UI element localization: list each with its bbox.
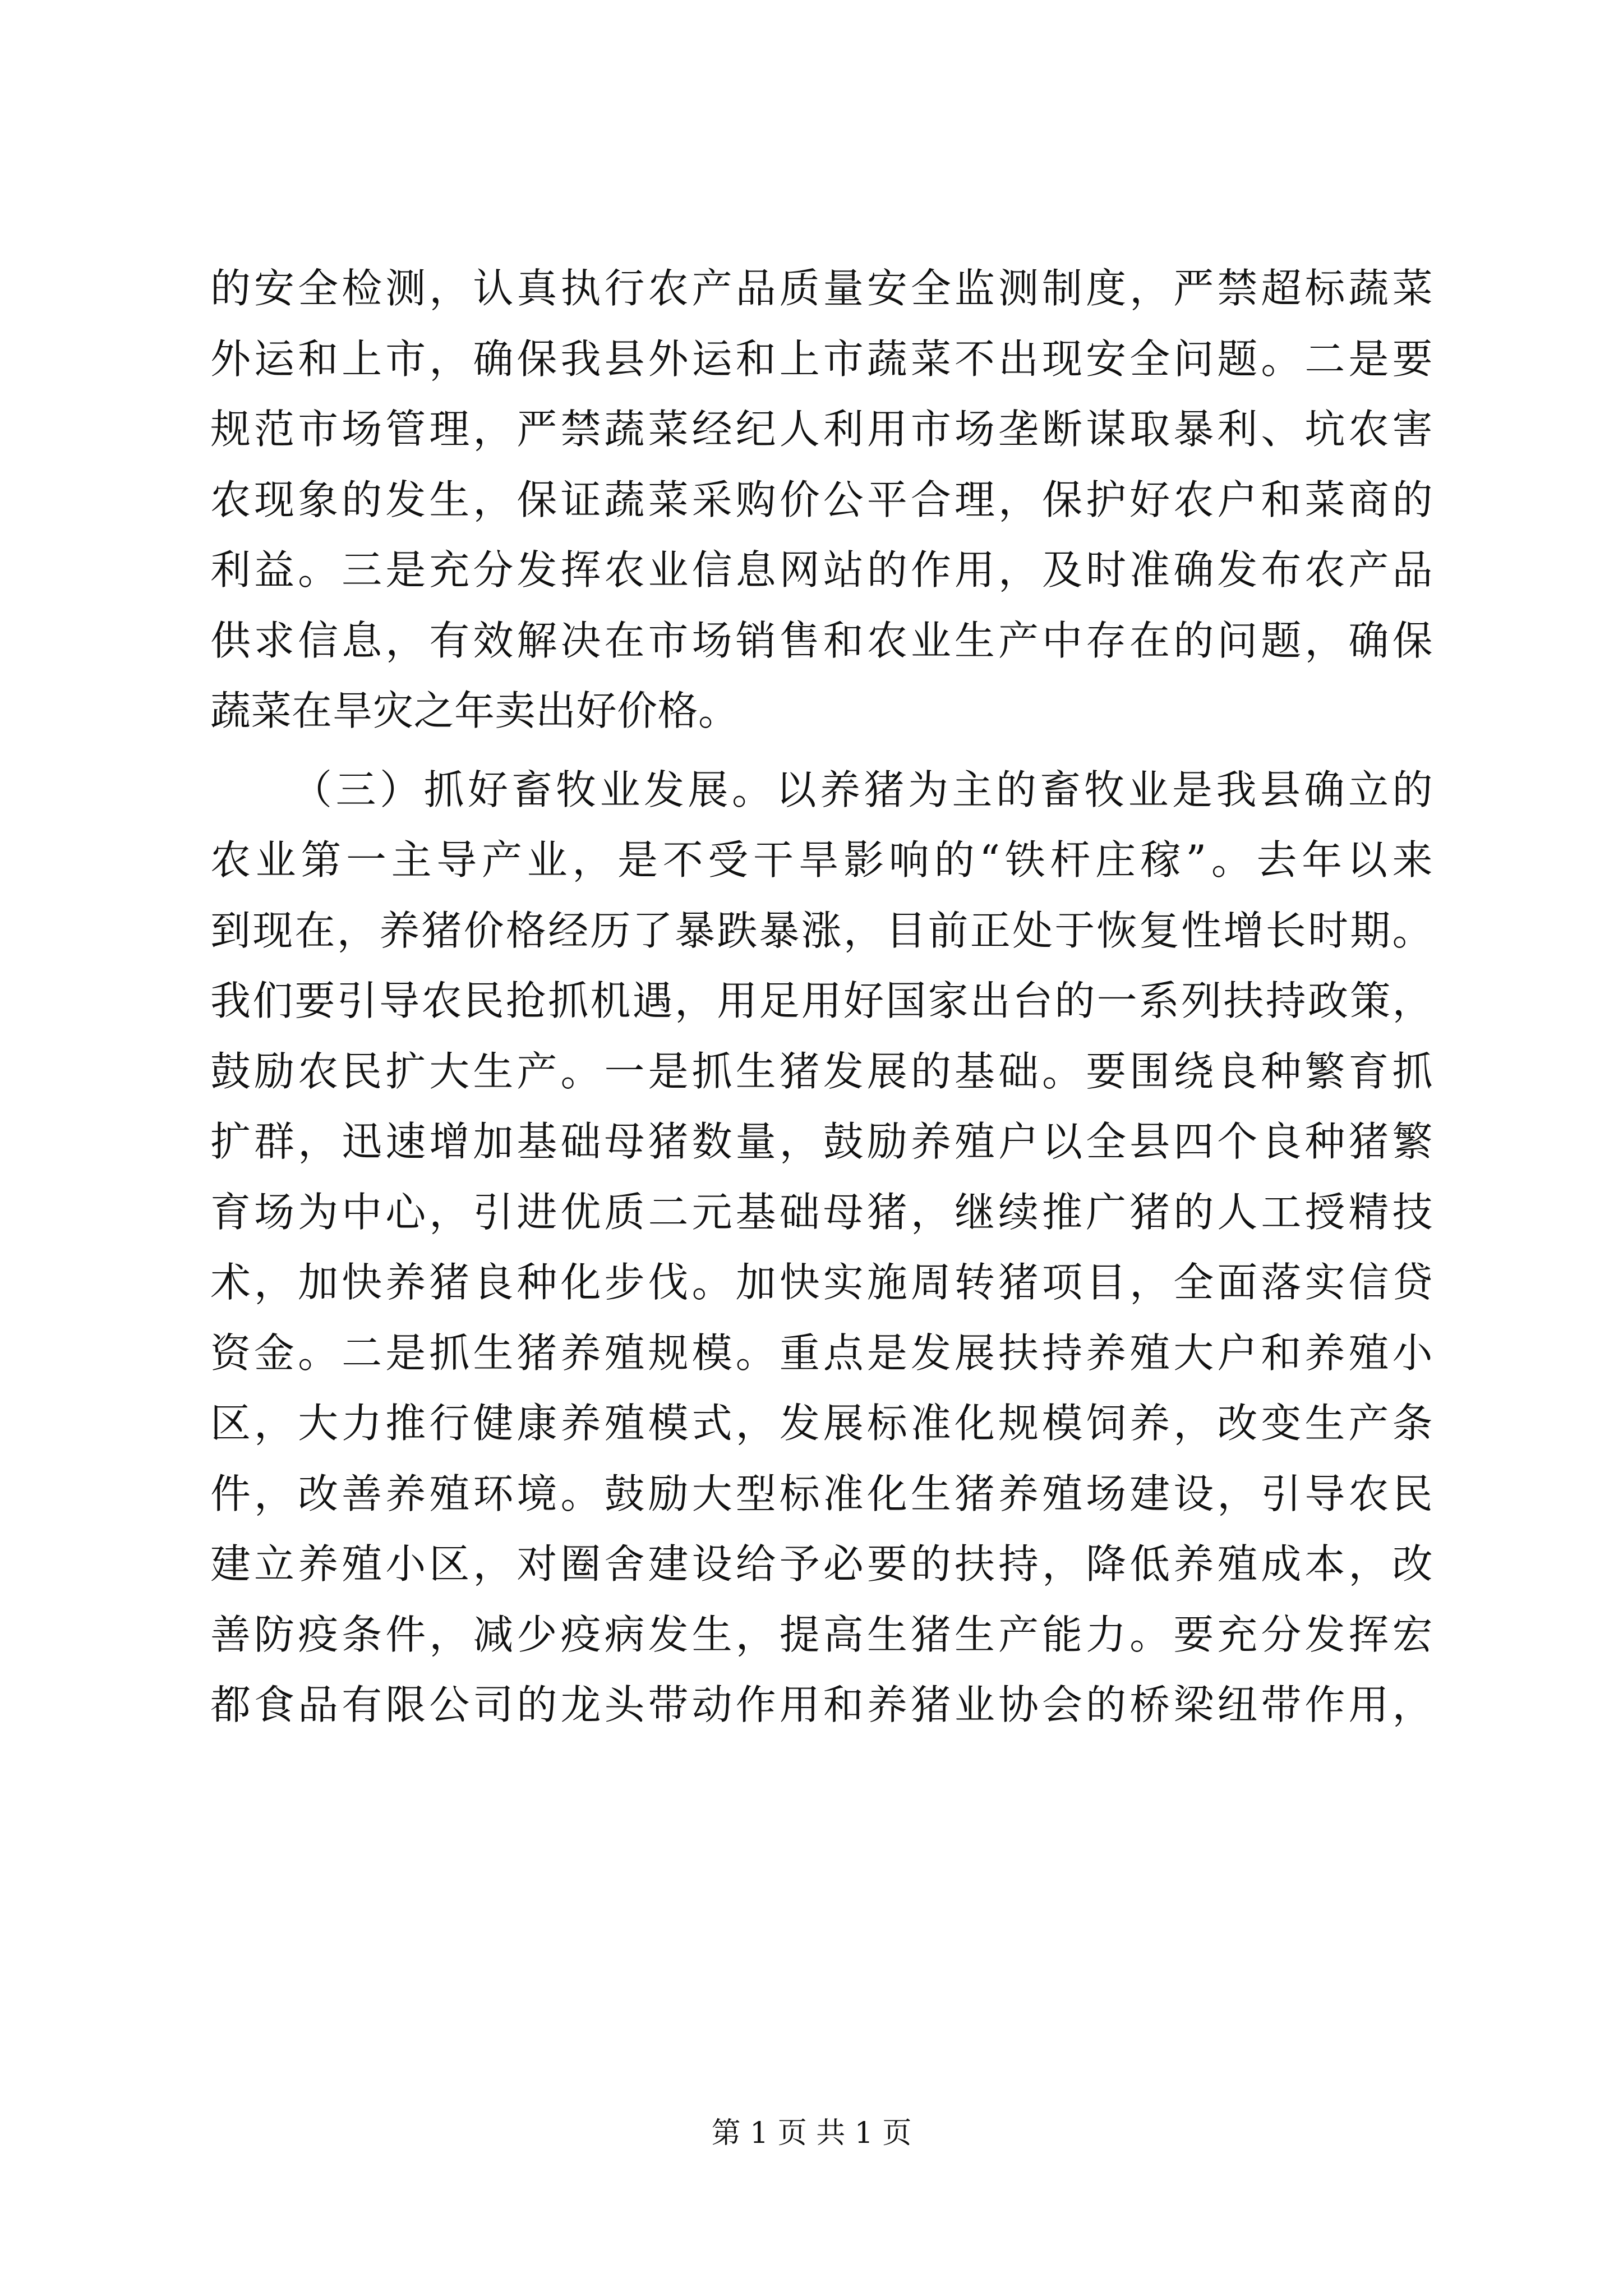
text-line: 农现象的发生，保证蔬菜采购价公平合理，保护好农户和菜商的 bbox=[210, 476, 1433, 523]
text-line: 外运和上市，确保我县外运和上市蔬菜不出现安全问题。二是要 bbox=[210, 335, 1433, 383]
text-line: 到现在，养猪价格经历了暴跌暴涨，目前正处于恢复性增长时期。 bbox=[210, 907, 1433, 954]
text-line: 农业第一主导产业，是不受干旱影响的“铁杆庄稼”。去年以来 bbox=[210, 836, 1433, 884]
text-line: 都食品有限公司的龙头带动作用和养猪业协会的桥梁纽带作用， bbox=[210, 1681, 1433, 1728]
text-line: 供求信息，有效解决在市场销售和农业生产中存在的问题，确保 bbox=[210, 616, 1433, 664]
text-line: 鼓励农民扩大生产。一是抓生猪发展的基础。要围绕良种繁育抓 bbox=[210, 1047, 1433, 1095]
paragraph-gap bbox=[210, 747, 1433, 755]
section-heading-line: （三）抓好畜牧业发展。以养猪为主的畜牧业是我县确立的 bbox=[292, 766, 1433, 813]
text-line: 我们要引导农民抢抓机遇，用足用好国家出台的一系列扶持政策， bbox=[210, 977, 1433, 1024]
document-body bbox=[210, 254, 1433, 1741]
text-line: 利益。三是充分发挥农业信息网站的作用，及时准确发布农产品 bbox=[210, 546, 1433, 593]
text-line: 区，大力推行健康养殖模式，发展标准化规模饲养，改变生产条 bbox=[210, 1400, 1433, 1447]
page-footer bbox=[0, 2109, 1623, 2151]
text-line: 育场为中心，引进优质二元基础母猪，继续推广猪的人工授精技 bbox=[210, 1188, 1433, 1236]
text-line: 建立养殖小区，对圈舍建设给予必要的扶持，降低养殖成本，改 bbox=[210, 1540, 1433, 1588]
text-line: 件，改善养殖环境。鼓励大型标准化生猪养殖场建设，引导农民 bbox=[210, 1470, 1433, 1517]
text-line: 的安全检测，认真执行农产品质量安全监测制度，严禁超标蔬菜 bbox=[210, 265, 1433, 312]
text-line: 规范市场管理，严禁蔬菜经纪人利用市场垄断谋取暴利、坑农害 bbox=[210, 406, 1433, 453]
text-line: 善防疫条件，减少疫病发生，提高生猪生产能力。要充分发挥宏 bbox=[210, 1611, 1433, 1658]
text-line: 术，加快养猪良种化步伐。加快实施周转猪项目，全面落实信贷 bbox=[210, 1259, 1433, 1306]
text-line: 资金。二是抓生猪养殖规模。重点是发展扶持养殖大户和养殖小 bbox=[210, 1329, 1433, 1377]
text-line: 扩群，迅速增加基础母猪数量，鼓励养殖户以全县四个良种猪繁 bbox=[210, 1118, 1433, 1165]
page-number-label: 第 1 页 共 1 页 bbox=[711, 2116, 912, 2150]
text-line: 蔬菜在旱灾之年卖出好价格。 bbox=[210, 687, 739, 734]
